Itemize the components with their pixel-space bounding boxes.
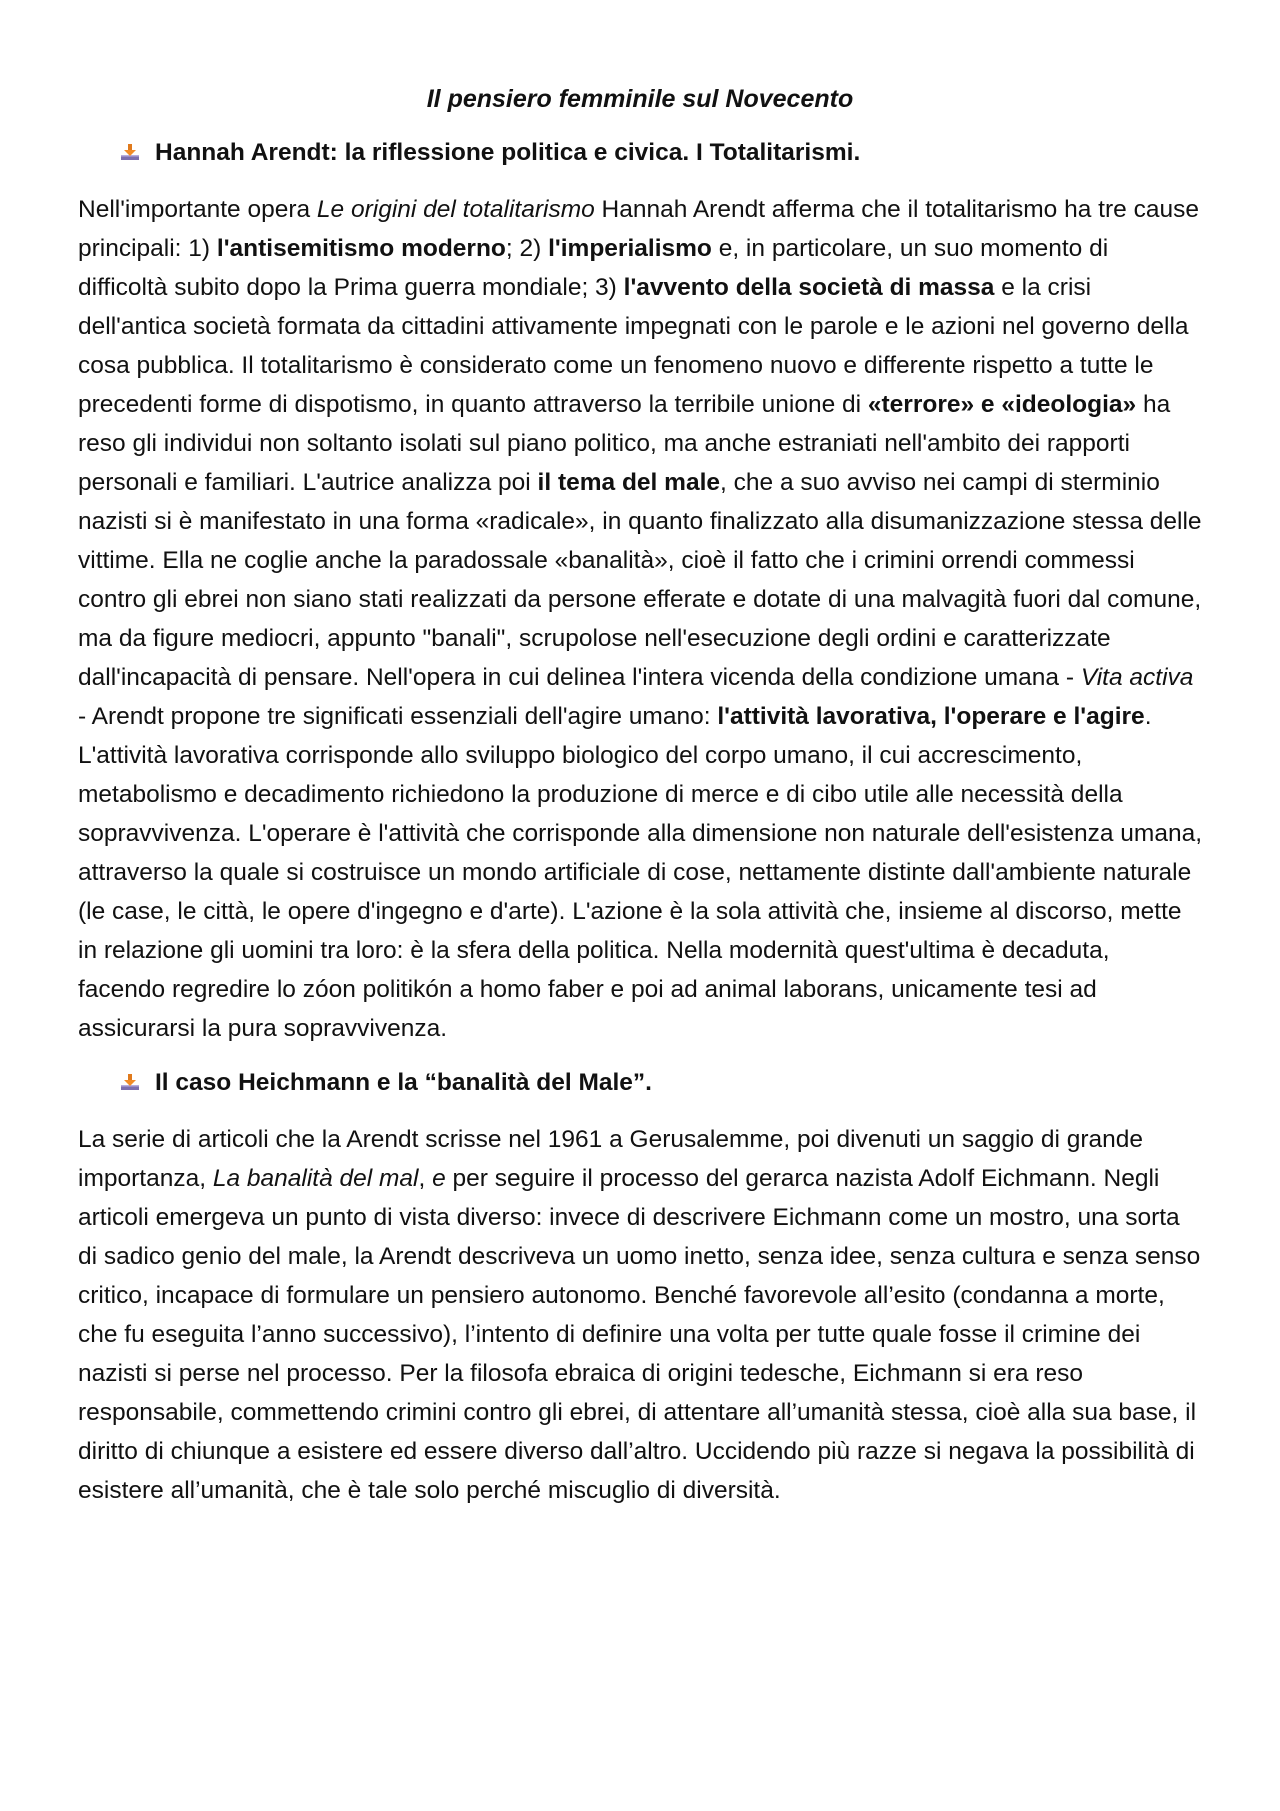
bullet-arrow-icon [119,1072,141,1094]
page-title: Il pensiero femminile sul Novecento [426,85,854,113]
section-heading-text: Hannah Arendt: la riflessione politica e civica. I Totalitarismi. [155,139,861,166]
bullet-arrow-icon [119,142,141,164]
section-heading-eichmann [119,1066,1202,1100]
paragraph-arendt: Nell'importante opera Le origini del totalitarismo Hannah Arendt afferma che il totalitarismo ha tre cause principali: 1) l'antisemitismo moderno; 2) l'imperialismo e, in particolare, un suo momento di difficoltà subito dopo la Prima guerra mondiale; 3) l'avvento della società di massa e la crisi dell'antica società formata da cittadini attivamente impegnati con le parole e le azioni nel governo della cosa pubblica. Il totalitarismo è considerato come un fenomeno nuovo e differente rispetto a tutte le precedenti forme di dispotismo, in quanto attraverso la terribile unione di «terrore» e «ideologia» ha reso gli individui non soltanto isolati sul piano politico, ma anche estraniati nell'ambito dei rapporti personali e familiari. L'autrice analizza poi il tema del male, che a suo avviso nei campi di sterminio nazisti si è manifestato in una forma «radicale», in quanto finalizzato alla disumanizzazione stessa delle vittime. Ella ne coglie anche la paradossale «banalità», cioè il fatto che i crimini orrendi commessi contro gli ebrei non siano stati realizzati da persone efferate e dotate di una malvagità fuori dal comune, ma da figure mediocri, appunto "banali", scrupolose nell'esecuzione degli ordini e caratterizzate dall'incapacità di pensare. Nell'opera in cui delinea l'intera vicenda della condizione umana - Vita activa - Arendt propone tre significati essenziali dell'agire umano: l'attività lavorativa, l'operare e l'agire. L'attività lavorativa corrisponde allo sviluppo biologico del corpo umano, il cui accrescimento, metabolismo e decadimento richiedono la produzione di merce e di cibo utile alle necessità della sopravvivenza. L'operare è l'attività che corrisponde alla dimensione non naturale dell'esistenza umana, attraverso la quale si costruisce un mondo artificiale di cose, nettamente distinte dall'ambiente naturale (le case, le città, le opere d'ingegno e d'arte). L'azione è la sola attività che, insieme al discorso, mette in relazione gli uomini tra loro: è la sfera della politica. Nella modernità quest'ultima è decaduta, facendo regredire lo zóon politikón a homo faber e poi ad animal laborans, unicamente tesi ad assicurarsi la pura sopravvivenza. [78,196,1202,1042]
section-heading-text: Il caso Heichmann e la “banalità del Male”. [155,1069,652,1096]
section-heading-arendt [119,136,1202,170]
paragraph-eichmann: La serie di articoli che la Arendt scrisse nel 1961 a Gerusalemme, poi divenuti un saggio di grande importanza, La banalità del mal, e per seguire il processo del gerarca nazista Adolf Eichmann. Negli articoli emergeva un punto di vista diverso: invece di descrivere Eichmann come un mostro, una sorta di sadico genio del male, la Arendt descriveva un uomo inetto, senza idee, senza cultura e senza senso critico, incapace di formulare un pensiero autonomo. Benché favorevole all’esito (condanna a morte, che fu eseguita l’anno successivo), l’intento di definire una volta per tutte quale fosse il crimine dei nazisti si perse nel processo. Per la filosofa ebraica di origini tedesche, Eichmann si era reso responsabile, commettendo crimini contro gli ebrei, di attentare all’umanità stessa, cioè alla sua base, il diritto di chiunque a esistere ed essere diverso dall’altro. Uccidendo più razze si negava la possibilità di esistere all’umanità, che è tale solo perché miscuglio di diversità. [78,1126,1201,1504]
